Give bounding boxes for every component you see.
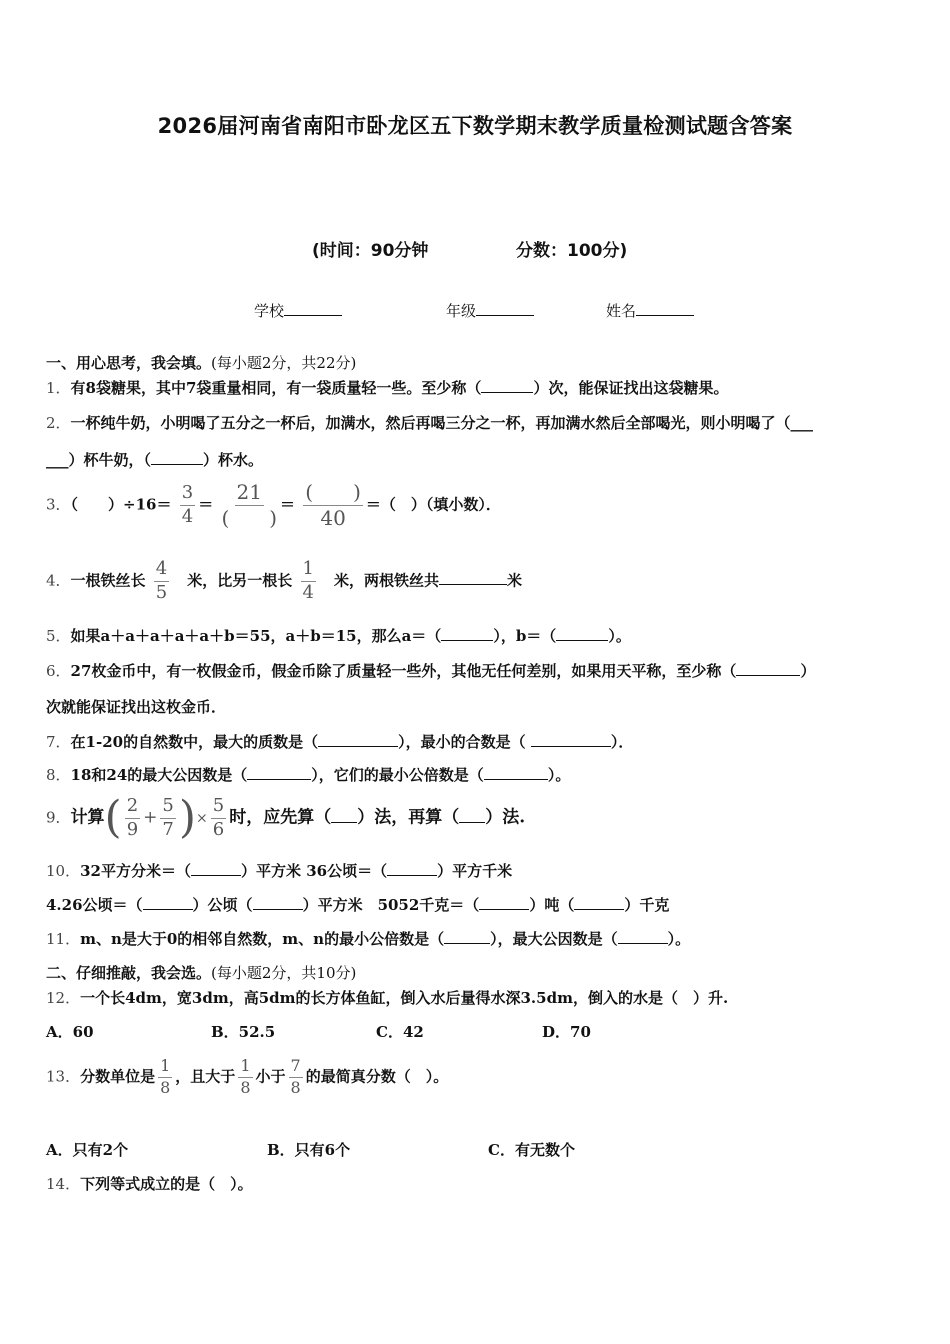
name-label: 姓名	[606, 302, 637, 320]
section-note: (每小题2分，共10分)	[211, 964, 357, 982]
answer-blank[interactable]	[331, 808, 357, 823]
question-3: 3．（ ）÷16＝ $\frac{3}{4}$ ＝ $\frac{21}{( )}$ ＝ $\frac{( )}{40}$ ＝（ ）（填小数）．	[46, 480, 501, 530]
question-text: m、n是大于0的相邻自然数，m、n的最小公倍数是（	[80, 930, 445, 948]
fraction: $\frac{4}{5}$	[155, 558, 168, 603]
question-text: ）次，能保证找出这袋糖果。	[533, 379, 729, 397]
question-text: ＝（ ）（填小数）．	[365, 495, 501, 514]
school-field	[254, 300, 342, 321]
question-text: 如果a＋a＋a＋a＋a＋b＝55，a＋b＝15，那么a＝（	[70, 627, 442, 645]
question-number: 14．	[46, 1175, 81, 1193]
answer-blank[interactable]	[191, 861, 241, 876]
question-text: 一杯纯牛奶，小明喝了五分之一杯后，加满水，然后再喝三分之一杯，再加满水然后全部喝光，则小明喝了（___	[70, 414, 814, 432]
question-text: 一根铁丝长	[70, 571, 146, 590]
question-text: 的最简真分数（ ）。	[305, 1067, 449, 1086]
school-label: 学校	[254, 302, 285, 320]
question-5	[46, 625, 631, 646]
question-text: ）公顷（	[192, 896, 253, 914]
question-text: ）平方米 36公顷＝（	[240, 862, 388, 880]
question-text: ）	[800, 662, 816, 680]
question-text: ）法.	[485, 807, 526, 828]
fraction: $\frac{5}{7}$	[162, 794, 174, 840]
option-c[interactable]: C．42	[376, 1023, 424, 1041]
answer-blank[interactable]	[444, 929, 490, 944]
section-2-heading	[46, 962, 356, 983]
answer-blank[interactable]	[459, 808, 485, 823]
answer-blank[interactable]	[484, 765, 548, 780]
fraction: $\frac{21}{( )}$	[221, 480, 278, 530]
answer-blank[interactable]	[439, 570, 507, 585]
section-1-heading	[46, 352, 356, 373]
question-10	[46, 860, 512, 881]
question-text: ），b＝（	[493, 627, 557, 645]
question-12	[46, 987, 728, 1008]
question-text: ）。	[608, 627, 631, 645]
question-text: ），最大公因数是（	[490, 930, 618, 948]
question-text: 18和24的最大公因数是（	[70, 766, 248, 784]
answer-blank[interactable]	[574, 895, 624, 910]
question-9: 9．计算( $\frac{2}{9}$ + $\frac{5}{7}$ )× $\frac{5}{6}$ 时，应先算（ ）法，再算（ ）法.	[46, 792, 526, 843]
answer-blank[interactable]	[479, 895, 529, 910]
question-text: 一个长4dm，宽3dm，高5dm的长方体鱼缸，倒入水后量得水深3.5dm，倒入的水是（ ）升.	[80, 989, 729, 1007]
question-6	[46, 660, 815, 681]
question-text: 27枚金币中，有一枚假金币，假金币除了质量轻一些外，其他无任何差别，如果用天平称，至少称（	[70, 662, 737, 680]
question-text: （ ）÷16＝	[70, 495, 172, 514]
exam-score: 分数：100分)	[516, 241, 628, 261]
option-a[interactable]: A．60	[46, 1023, 94, 1041]
question-14	[46, 1173, 253, 1194]
question-7	[46, 731, 633, 752]
fraction: $\frac{1}{8}$	[160, 1056, 171, 1097]
option-c[interactable]: C．有无数个	[488, 1141, 575, 1159]
grade-blank[interactable]	[476, 301, 534, 316]
answer-blank[interactable]	[618, 929, 668, 944]
answer-blank[interactable]	[151, 450, 203, 465]
question-text: ）吨（	[529, 896, 575, 914]
option-d[interactable]: D．70	[542, 1023, 591, 1041]
question-number: 9．	[46, 808, 71, 827]
option-b[interactable]: B．52.5	[211, 1023, 276, 1041]
question-number: 2．	[46, 414, 71, 432]
fraction: $\frac{2}{9}$	[126, 794, 139, 840]
option-b[interactable]: B．只有6个	[267, 1141, 351, 1159]
question-text: 4.26公顷＝（	[46, 896, 143, 914]
question-text: 32平方分米＝（	[80, 862, 191, 880]
question-11	[46, 928, 690, 949]
question-number: 12．	[46, 989, 81, 1007]
question-1	[46, 377, 728, 398]
answer-blank[interactable]	[556, 626, 608, 641]
answer-blank[interactable]	[736, 661, 800, 676]
question-number: 7．	[46, 733, 71, 751]
fraction: $\frac{1}{4}$	[302, 558, 314, 603]
fraction: $\frac{7}{8}$	[290, 1056, 301, 1097]
question-text: ），最小的合数是（	[398, 733, 531, 751]
fraction: $\frac{1}{8}$	[240, 1056, 251, 1097]
question-text: 米	[506, 571, 522, 590]
question-text: ）平方千米	[437, 862, 513, 880]
question-2	[46, 412, 813, 433]
question-text: ）杯水。	[203, 451, 264, 469]
question-text: 时，应先算（	[229, 807, 332, 828]
school-blank[interactable]	[284, 301, 342, 316]
question-text: ），它们的最小公倍数是（	[311, 766, 484, 784]
question-number: 5．	[46, 627, 71, 645]
question-text: ）。	[667, 930, 691, 948]
section-note: (每小题2分，共22分)	[211, 354, 357, 372]
question-13	[46, 1058, 448, 1097]
question-text: ___）杯牛奶，（	[46, 451, 152, 469]
question-text: 米，比另一根长	[172, 571, 293, 590]
close-paren: )	[178, 792, 197, 843]
question-10-cont	[46, 894, 669, 915]
grade-label: 年级	[446, 302, 477, 320]
page-title: 2026届河南省南阳市卧龙区五下数学期末教学质量检测试题含答案	[157, 114, 793, 138]
answer-blank[interactable]	[247, 765, 311, 780]
question-text: 计算	[70, 807, 105, 828]
question-2-cont	[46, 449, 263, 470]
question-text: ）法，再算（	[357, 807, 460, 828]
question-number: 11．	[46, 930, 81, 948]
question-text: 小于	[255, 1067, 286, 1086]
exam-time: (时间：90分钟	[312, 241, 429, 261]
question-4	[46, 560, 522, 603]
question-8	[46, 764, 570, 785]
question-text: ）平方米 5052千克＝（	[302, 896, 480, 914]
answer-blank[interactable]	[441, 626, 493, 641]
question-text: 下列等式成立的是（ ）。	[80, 1175, 253, 1193]
question-number: 6．	[46, 662, 71, 680]
question-text: 有8袋糖果，其中7袋重量相同，有一袋质量轻一些。至少称（	[70, 379, 482, 397]
option-a[interactable]: A．只有2个	[46, 1141, 129, 1159]
open-paren: (	[104, 792, 122, 843]
answer-blank[interactable]	[531, 732, 611, 747]
fraction: $\frac{5}{6}$	[212, 794, 225, 840]
question-text: ）千克	[624, 896, 670, 914]
question-number: 3．	[46, 495, 71, 514]
question-text: ）。	[547, 766, 571, 784]
question-number: 4．	[46, 571, 71, 590]
answer-blank[interactable]	[318, 732, 398, 747]
question-text: 分数单位是	[80, 1067, 156, 1086]
question-text: 米，两根铁丝共	[318, 571, 439, 590]
question-text: 在1-20的自然数中，最大的质数是（	[70, 733, 319, 751]
section-label: 二、仔细推敲，我会选。	[46, 964, 212, 982]
question-number: 13．	[46, 1067, 81, 1086]
fraction: $\frac{3}{4}$	[181, 482, 194, 527]
answer-blank[interactable]	[481, 378, 533, 393]
question-6-cont: 次就能保证找出这枚金币．	[46, 698, 227, 716]
question-text: ，且大于	[175, 1067, 236, 1086]
answer-blank[interactable]	[143, 895, 193, 910]
question-number: 1．	[46, 379, 71, 397]
name-field	[606, 300, 694, 321]
fraction: $\frac{( )}{40}$	[305, 480, 361, 530]
section-label: 一、用心思考，我会填。	[46, 354, 212, 372]
question-number: 8．	[46, 766, 71, 784]
grade-field	[446, 300, 534, 321]
answer-blank[interactable]	[253, 895, 303, 910]
answer-blank[interactable]	[387, 861, 437, 876]
name-blank[interactable]	[636, 301, 694, 316]
question-number: 10．	[46, 862, 81, 880]
question-text: ）．	[610, 733, 634, 751]
